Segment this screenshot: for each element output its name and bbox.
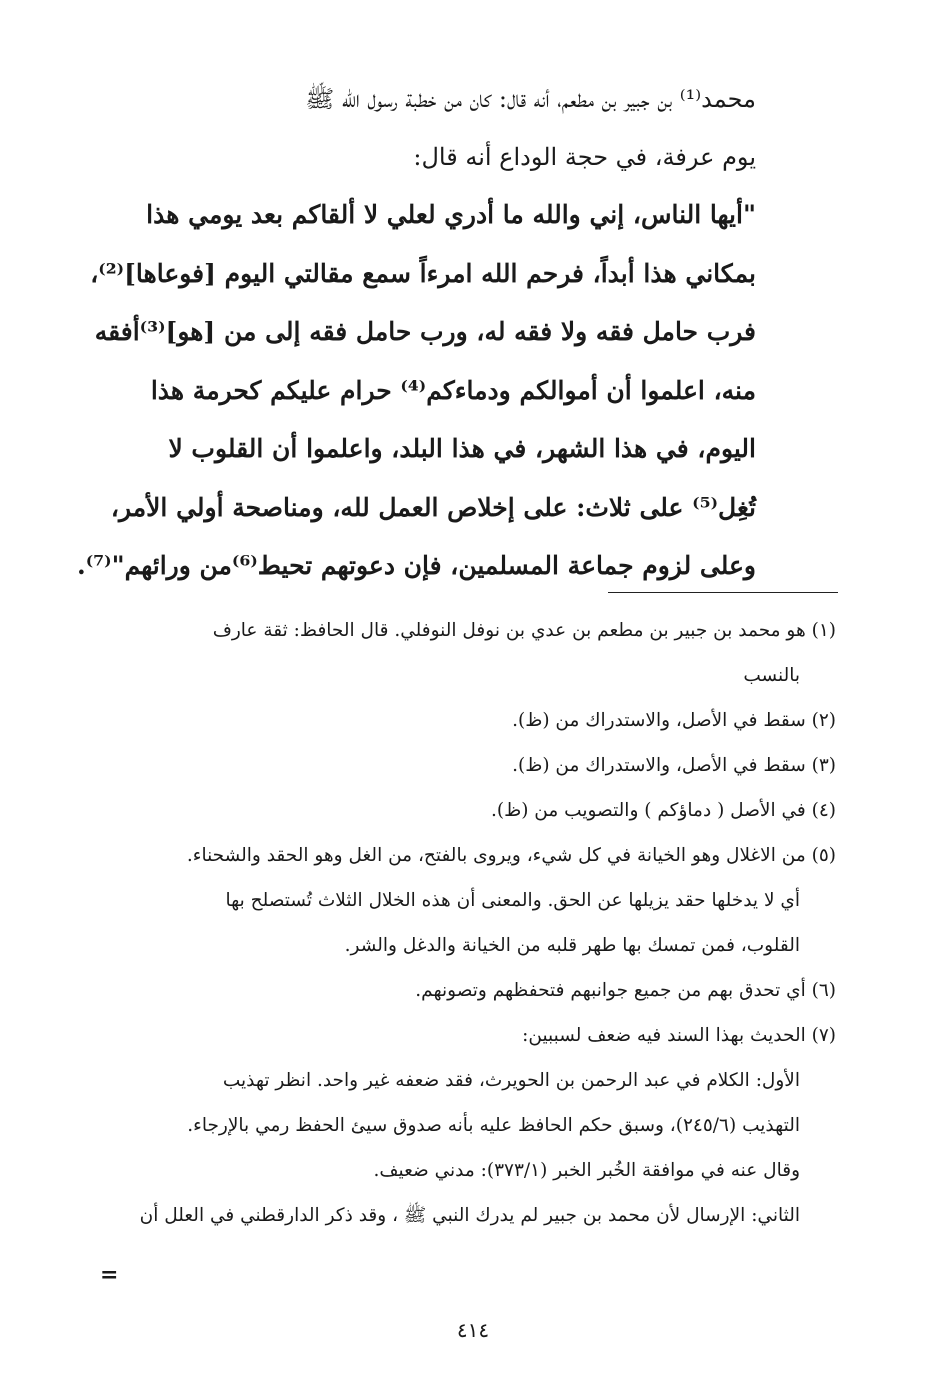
continuation-mark: = bbox=[100, 1262, 119, 1288]
footnote-line: الأول: الكلام في عبد الرحمن بن الحويرث، فقد ضعفه غير واحد. انظر تهذيب bbox=[222, 1070, 800, 1091]
footnote-line: (٢) سقط في الأصل، والاستدراك من (ظ). bbox=[512, 710, 836, 731]
main-text bbox=[77, 70, 756, 596]
footnote-line: التهذيب (٢٤٥/٦)، وسبق حكم الحافظ عليه بأنه صدوق سيئ الحفظ رمي بالإرجاء. bbox=[187, 1115, 800, 1136]
text-line: فرب حامل فقه ولا فقه له، ورب حامل فقه إلى من [هو]⁽³⁾أفقه bbox=[94, 317, 756, 346]
footnote-line: أي لا يدخلها حقد يزيلها عن الحق. والمعنى أن هذه الخلال الثلاث تُستصلح بها bbox=[225, 890, 800, 911]
text-line: تُغِل⁽⁵⁾ على ثلاث: على إخلاص العمل لله، ومناصحة أولي الأمر، bbox=[110, 492, 756, 522]
footnote-line: (٦) أي تحدق بهم من جميع جوانبهم فتحفظهم وتصونهم. bbox=[415, 980, 836, 1001]
footnote-line: (٤) في الأصل ( دماؤكم ) والتصويب من (ظ). bbox=[491, 800, 836, 821]
footnotes bbox=[100, 608, 836, 1238]
text-line: وعلى لزوم جماعة المسلمين، فإن دعوتهم تحيط⁽⁶⁾من ورائهم"⁽⁷⁾. bbox=[77, 551, 756, 580]
text-line: اليوم، في هذا الشهر، في هذا البلد، واعلموا أن القلوب لا bbox=[168, 434, 756, 463]
footnote-line: القلوب، فمن تمسك بها طهر قلبه من الخيانة والدغل والشر. bbox=[344, 935, 800, 956]
page-number: ٤١٤ bbox=[456, 1318, 490, 1342]
text-line: "أيها الناس، إني والله ما أدري لعلي لا ألقاكم بعد يومي هذا bbox=[146, 200, 756, 229]
intro-paragraph bbox=[100, 70, 756, 186]
footnote-line: وقال عنه في موافقة الخُبر الخبر (٣٧٣/١): مدني ضعيف. bbox=[373, 1160, 800, 1181]
footnote-line: بالنسب bbox=[743, 665, 800, 686]
text-line: منه، اعلموا أن أموالكم ودماءكم⁽⁴⁾ حرام عليكم كحرمة هذا bbox=[150, 375, 756, 405]
footnote-divider bbox=[608, 592, 838, 593]
text-line: بمكاني هذا أبداً، فرحم الله امرءاً سمع مقالتي اليوم [فوعاها]⁽²⁾، bbox=[90, 258, 756, 288]
hadith-text bbox=[77, 186, 756, 596]
text-line: محمد⁽¹⁾ بن جبير بن مطعم، أنه قال: كان من خطبة رسول الله ﷺ bbox=[305, 85, 756, 113]
footnote-line: (٣) سقط في الأصل، والاستدراك من (ظ). bbox=[512, 755, 836, 776]
footnote-line: (٥) من الاغلال وهو الخيانة في كل شيء، ويروى بالفتح، من الغل وهو الحقد والشحناء. bbox=[186, 845, 836, 866]
text-line: يوم عرفة، في حجة الوداع أنه قال: bbox=[413, 143, 756, 171]
footnote-line: (١) هو محمد بن جبير بن مطعم بن عدي بن نوفل النوفلي. قال الحافظ: ثقة عارف bbox=[212, 620, 836, 641]
footnote-line: الثاني: الإرسال لأن محمد بن جبير لم يدرك النبي ﷺ ، وقد ذكر الدارقطني في العلل أن bbox=[139, 1205, 800, 1226]
footnote-line: (٧) الحديث بهذا السند فيه ضعف لسببين: bbox=[522, 1025, 836, 1046]
